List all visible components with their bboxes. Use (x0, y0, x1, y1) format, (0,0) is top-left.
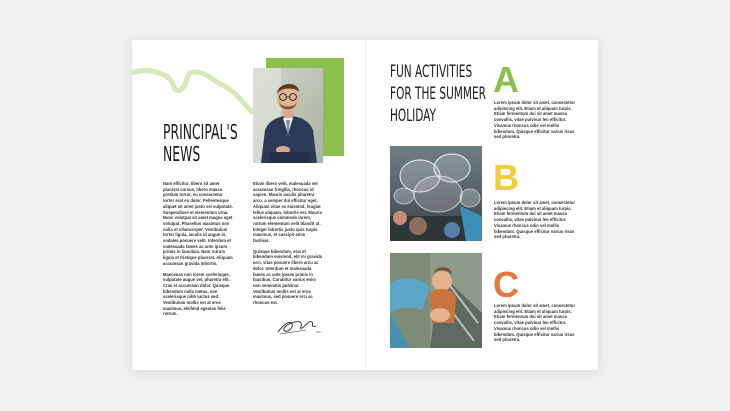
title-line-1: FUN ACTIVITIES (390, 62, 473, 82)
activity-c-letter: C (493, 264, 519, 305)
activity-b-text: Lorem ipsum dolor sit amet, consectetur adipiscing elit. Etiam et aliquam turpis. Etiam fermentum dui sit amet massa convallis, vitae pulvinar leo efficitur. Vivamus rhoncus odio vel mollis bibendum. Quisque efficitur varius risus sed pharetra. (494, 200, 576, 240)
squiggle-decoration (132, 60, 262, 120)
signature-date: 2017 (316, 330, 322, 334)
news-column-1 (163, 181, 233, 322)
news-col1-para-1: Nam efficitur, libero sit amet placerat cursus, libero massa pretium tortor, eu consectetur tortor erat eu dolor. Pellentesque aliquet sit amet justo vel vulputate. Suspendisse et elementum urna. Nunc volutpat sit amet magna eget volutpat. Phasellus maximus non nulla et ullamcorper. Vestibulum tortor ligula, iaculis id augue in, sodales posuere velit. Interdum et malesuada fames ac ante ipsum primis in faucibus. Nam rutrum ligula et tristique placerat. Aliquam accumsan gravida lobortis. (163, 181, 233, 266)
title-line-2: NEWS (163, 142, 201, 166)
principal-portrait-photo (253, 68, 323, 163)
news-col2-para-2: Quisque bibendum, erat et bibendum euismod, elit mi gravida orci, vitae posuere libero arcu ac dolor. Interdum et malesuada fames ac ante ipsum primis in faucibus. Curabitur varius enim non venenatis pulvinar. Vestibulum mollis est at eros maximus, sed posuere orci ac rhoncus est. (253, 248, 322, 306)
news-col1-para-2: Maecenas non lorem scelerisque, vulputate augue vel, pharetra elit. Cras et accumsan dolor. Quisque bibendum nulla metus, non scelerisque nibh luctus sed. Vestibulum mollis est at eros maximus, eleifend egestas felis rutrum. (163, 271, 230, 317)
news-column-2 (253, 181, 323, 311)
child-playing-photo (390, 253, 482, 348)
activity-a-letter: A (493, 59, 519, 100)
summer-activities-title (390, 61, 486, 127)
title-line-2: FOR THE SUMMER (390, 84, 486, 104)
activity-b-letter: B (493, 157, 519, 198)
title-line-3: HOLIDAY (390, 106, 436, 126)
activity-a-text: Lorem ipsum dolor sit amet, consectetur adipiscing elit. Etiam et aliquam turpis. Etiam fermentum dui sit amet massa convallis, vitae pulvinar leo efficitur. Vivamus rhoncus odio vel mollis bibendum. Quisque efficitur varius risus sed pharetra. (494, 100, 576, 140)
activity-c-text: Lorem ipsum dolor sit amet, consectetur adipiscing elit. Etiam et aliquam turpis. Etiam fermentum dui sit amet massa convallis, vitae pulvinar leo efficitur. Vivamus rhoncus odio vel mollis bibendum. Quisque efficitur varius risus sed pharetra. (494, 303, 576, 343)
page-divider (365, 40, 366, 370)
principals-news-title (163, 121, 238, 165)
news-col2-para-1: Etiam libero velit, malesuada vel accumsan fringilla, rhoncus id sapien. Mauris iaculis pharetra arcu, a semper dui efficitur eget. Aliquam vitae ex euismod, feugiat tellus aliquam, lobortis est. Mauris scelerisque commodo lorem, rutrum elementum velit blandit ut. Integer lobortis justo quis turpis maximus, et suscipit enim facilisis. (253, 181, 322, 244)
soap-bubbles-photo (390, 146, 482, 241)
brochure-spread (132, 40, 598, 370)
title-line-1: PRINCIPAL'S (163, 120, 238, 144)
